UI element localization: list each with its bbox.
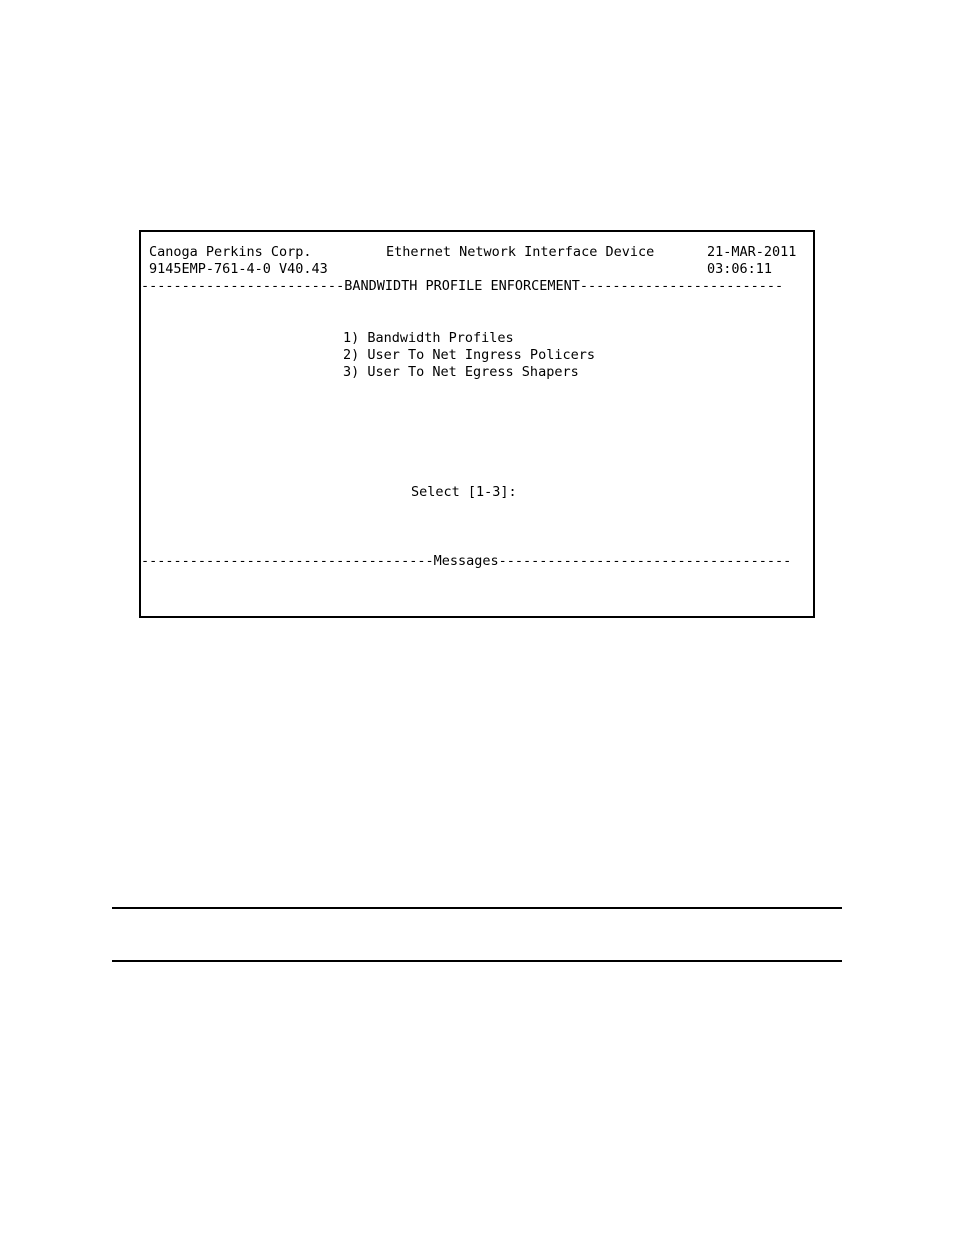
menu-item-2[interactable]: 2) User To Net Ingress Policers [343, 347, 595, 363]
select-prompt[interactable]: Select [1-3]: [411, 484, 517, 500]
product-name: Ethernet Network Interface Device [386, 244, 655, 260]
messages-dashes-left: ------------------------------------ [141, 553, 434, 569]
date-display: 21-MAR-2011 [707, 244, 797, 260]
divider-dashes-right: ------------------------- [579, 278, 784, 294]
menu-item-3[interactable]: 3) User To Net Egress Shapers [343, 364, 579, 380]
messages-title: Messages [433, 553, 499, 569]
divider-dashes-left: ------------------------- [141, 278, 345, 294]
horizontal-rule-top [112, 907, 842, 909]
messages-dashes-right: ------------------------------------ [498, 553, 792, 569]
section-title: BANDWIDTH PROFILE ENFORCEMENT [344, 278, 580, 294]
menu-item-1[interactable]: 1) Bandwidth Profiles [343, 330, 514, 346]
messages-divider [141, 553, 813, 570]
terminal-window[interactable] [139, 230, 815, 618]
horizontal-rule-bottom [112, 960, 842, 962]
section-divider [141, 278, 813, 295]
time-display: 03:06:11 [707, 261, 773, 277]
model-version: 9145EMP-761-4-0 V40.43 [149, 261, 328, 277]
company-name: Canoga Perkins Corp. [149, 244, 312, 260]
